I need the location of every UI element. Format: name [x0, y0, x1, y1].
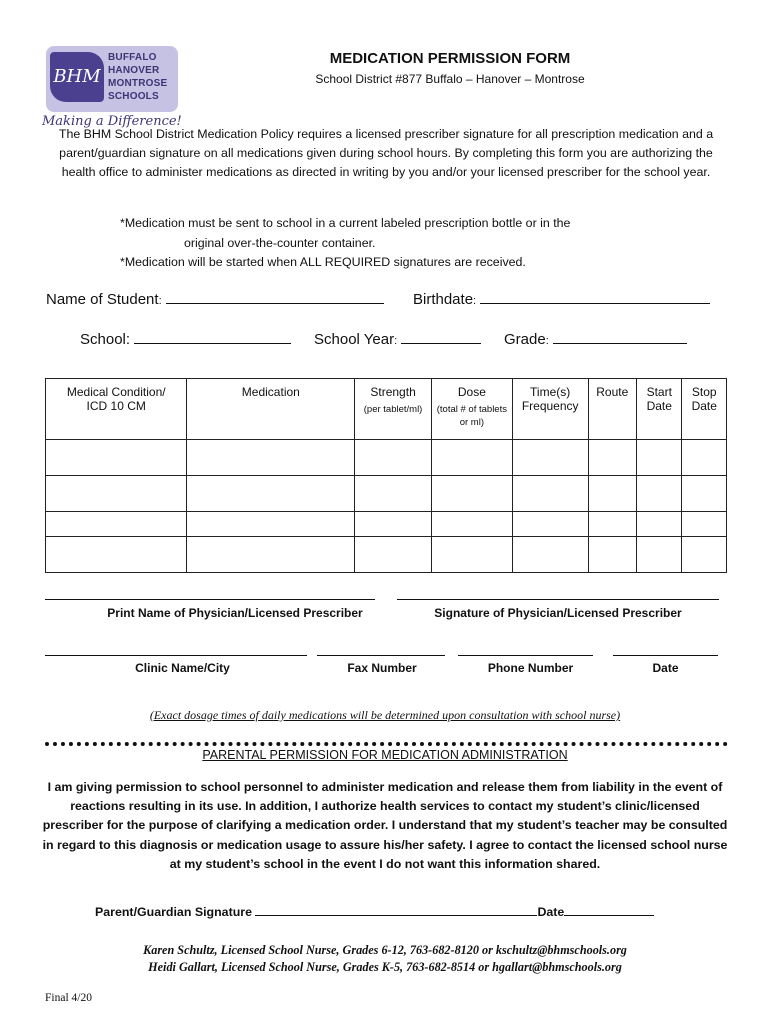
table-row	[46, 512, 727, 537]
section-divider	[45, 742, 728, 746]
table-cell[interactable]	[588, 512, 636, 537]
parent-signature-label: Parent/Guardian Signature	[95, 905, 252, 919]
table-header-row	[46, 379, 727, 440]
col-header-strength	[355, 379, 432, 440]
school-field[interactable]	[80, 329, 291, 348]
policy-paragraph: The BHM School District Medication Policy requires a licensed prescriber signature for all prescription medication and a parent/guardian signature on all medications given during school hours. By completing this form you are authorizing the health office to administer medications as directed in writing by you and/or your licensed prescriber for the school year.	[58, 127, 714, 179]
fax-label: Fax Number	[347, 661, 417, 675]
medication-notes	[120, 214, 570, 273]
table-cell[interactable]	[512, 476, 588, 512]
header-label: ICD 10 CM	[86, 399, 146, 413]
birthdate-label: Birthdate	[413, 291, 474, 308]
school-year-label: School Year	[314, 331, 395, 348]
table-cell[interactable]	[355, 476, 432, 512]
fax-line[interactable]	[317, 655, 445, 656]
parent-date-line[interactable]	[564, 901, 654, 916]
table-cell[interactable]	[46, 440, 187, 476]
parent-date-label: Date	[537, 905, 565, 919]
table-cell[interactable]	[637, 512, 682, 537]
table-row	[46, 476, 727, 512]
header-sublabel: (total # of tablets or ml)	[436, 404, 507, 428]
parental-permission-text: I am giving permission to school personnel to administer medication and release them from liability in the event of reactions resulting in its use. In addition, I authorize health services to contact my student’s clinic/licensed prescriber for the purpose of clarifying a medication order. I understand that my student’s teacher may be consulted in regard to this diagnosis or medication usage to assure his/her safety. I agree to contact the licensed school nurse at my student’s school in the event I do not want this information shared.	[42, 780, 728, 871]
contact-line: Heidi Gallart, Licensed School Nurse, Grades K-5, 763-682-8514 or hgallart@bhmschools.org	[148, 960, 622, 974]
table-cell[interactable]	[431, 440, 512, 476]
header-label: Medication	[241, 385, 300, 399]
logo-tagline: Making a Difference!	[42, 114, 182, 129]
nurse-contacts	[0, 942, 770, 976]
prescriber-date-line[interactable]	[613, 655, 718, 656]
clinic-line[interactable]	[45, 655, 307, 656]
table-cell[interactable]	[431, 512, 512, 537]
phone-line[interactable]	[458, 655, 593, 656]
table-cell[interactable]	[46, 537, 187, 573]
header-label: Time(s)	[530, 385, 571, 399]
birthdate-field[interactable]	[413, 289, 710, 308]
table-cell[interactable]	[682, 476, 727, 512]
student-name-field[interactable]	[46, 289, 384, 308]
header-sublabel: (per tablet/ml)	[363, 404, 423, 415]
table-cell[interactable]	[637, 537, 682, 573]
colon: :	[158, 295, 162, 307]
form-subtitle: School District #877 Buffalo – Hanover – Montrose	[315, 72, 585, 86]
table-cell[interactable]	[588, 537, 636, 573]
header-label: Dose	[457, 385, 486, 399]
col-header-stop-date	[682, 379, 727, 440]
header-label: Date	[646, 399, 672, 413]
physician-name-line[interactable]	[45, 599, 375, 600]
footer-version: Final 4/20	[45, 992, 92, 1004]
table-cell[interactable]	[187, 512, 355, 537]
physician-name-label: Print Name of Physician/Licensed Prescriber	[107, 606, 363, 620]
col-header-start-date	[637, 379, 682, 440]
dosage-note: (Exact dosage times of daily medications will be determined upon consultation with school nurse)	[149, 708, 621, 722]
col-header-route	[588, 379, 636, 440]
header-label: Date	[691, 399, 717, 413]
table-cell[interactable]	[512, 512, 588, 537]
note-line: *Medication must be sent to school in a current labeled prescription bottle or in the	[120, 216, 571, 230]
header-label: Start	[646, 385, 672, 399]
col-header-dose	[431, 379, 512, 440]
table-cell[interactable]	[355, 537, 432, 573]
table-cell[interactable]	[187, 476, 355, 512]
phone-label: Phone Number	[487, 661, 574, 675]
prescriber-date-label: Date	[652, 661, 679, 675]
table-cell[interactable]	[512, 440, 588, 476]
col-header-frequency	[512, 379, 588, 440]
colon: :	[125, 331, 131, 348]
contact-line: Karen Schultz, Licensed School Nurse, Grades 6-12, 763-682-8120 or kschultz@bhmschools.org	[143, 943, 627, 957]
medication-table	[45, 378, 727, 573]
table-cell[interactable]	[512, 537, 588, 573]
col-header-condition	[46, 379, 187, 440]
student-name-label: Name of Student	[46, 291, 159, 308]
parent-signature-field[interactable]	[95, 901, 654, 919]
physician-signature-label: Signature of Physician/Licensed Prescriber	[434, 606, 682, 620]
table-cell[interactable]	[46, 512, 187, 537]
clinic-label: Clinic Name/City	[135, 661, 230, 675]
grade-line[interactable]	[553, 329, 687, 344]
table-cell[interactable]	[46, 476, 187, 512]
parental-permission-title: PARENTAL PERMISSION FOR MEDICATION ADMINISTRATION	[202, 748, 568, 762]
table-cell[interactable]	[187, 537, 355, 573]
logo-line: MONTROSE	[108, 78, 168, 89]
table-cell[interactable]	[187, 440, 355, 476]
table-cell[interactable]	[682, 512, 727, 537]
table-cell[interactable]	[588, 440, 636, 476]
logo-line: HANOVER	[108, 65, 160, 76]
logo-line: SCHOOLS	[108, 91, 159, 102]
header-label: Strength	[370, 385, 416, 399]
table-row	[46, 537, 727, 573]
header-label: Frequency	[521, 399, 579, 413]
form-title: MEDICATION PERMISSION FORM	[329, 50, 571, 67]
colon: :	[394, 335, 398, 347]
school-year-line[interactable]	[401, 329, 481, 344]
school-label: School	[80, 331, 126, 348]
table-cell[interactable]	[355, 440, 432, 476]
table-cell[interactable]	[682, 537, 727, 573]
col-header-medication	[187, 379, 355, 440]
table-cell[interactable]	[637, 476, 682, 512]
colon: :	[545, 335, 549, 347]
birthdate-line[interactable]	[480, 289, 710, 304]
grade-label: Grade	[504, 331, 546, 348]
parent-signature-line[interactable]	[255, 901, 537, 916]
table-cell[interactable]	[431, 476, 512, 512]
header-label: Medical Condition/	[66, 385, 166, 399]
header-label: Stop	[691, 385, 717, 399]
table-cell[interactable]	[682, 440, 727, 476]
physician-signature-line[interactable]	[397, 599, 719, 600]
table-cell[interactable]	[431, 537, 512, 573]
note-line: *Medication will be started when ALL REQUIRED signatures are received.	[120, 255, 526, 269]
school-year-field[interactable]	[314, 329, 481, 348]
table-row	[46, 440, 727, 476]
table-cell[interactable]	[588, 476, 636, 512]
logo-line: BUFFALO	[108, 52, 157, 63]
header-label: Route	[596, 385, 629, 399]
logo-initials: BHM	[50, 52, 104, 102]
student-name-line[interactable]	[166, 289, 384, 304]
grade-field[interactable]	[504, 329, 687, 348]
note-line: original over-the-counter container.	[184, 235, 376, 250]
school-line[interactable]	[134, 329, 291, 344]
table-cell[interactable]	[355, 512, 432, 537]
colon: :	[473, 295, 477, 307]
table-cell[interactable]	[637, 440, 682, 476]
